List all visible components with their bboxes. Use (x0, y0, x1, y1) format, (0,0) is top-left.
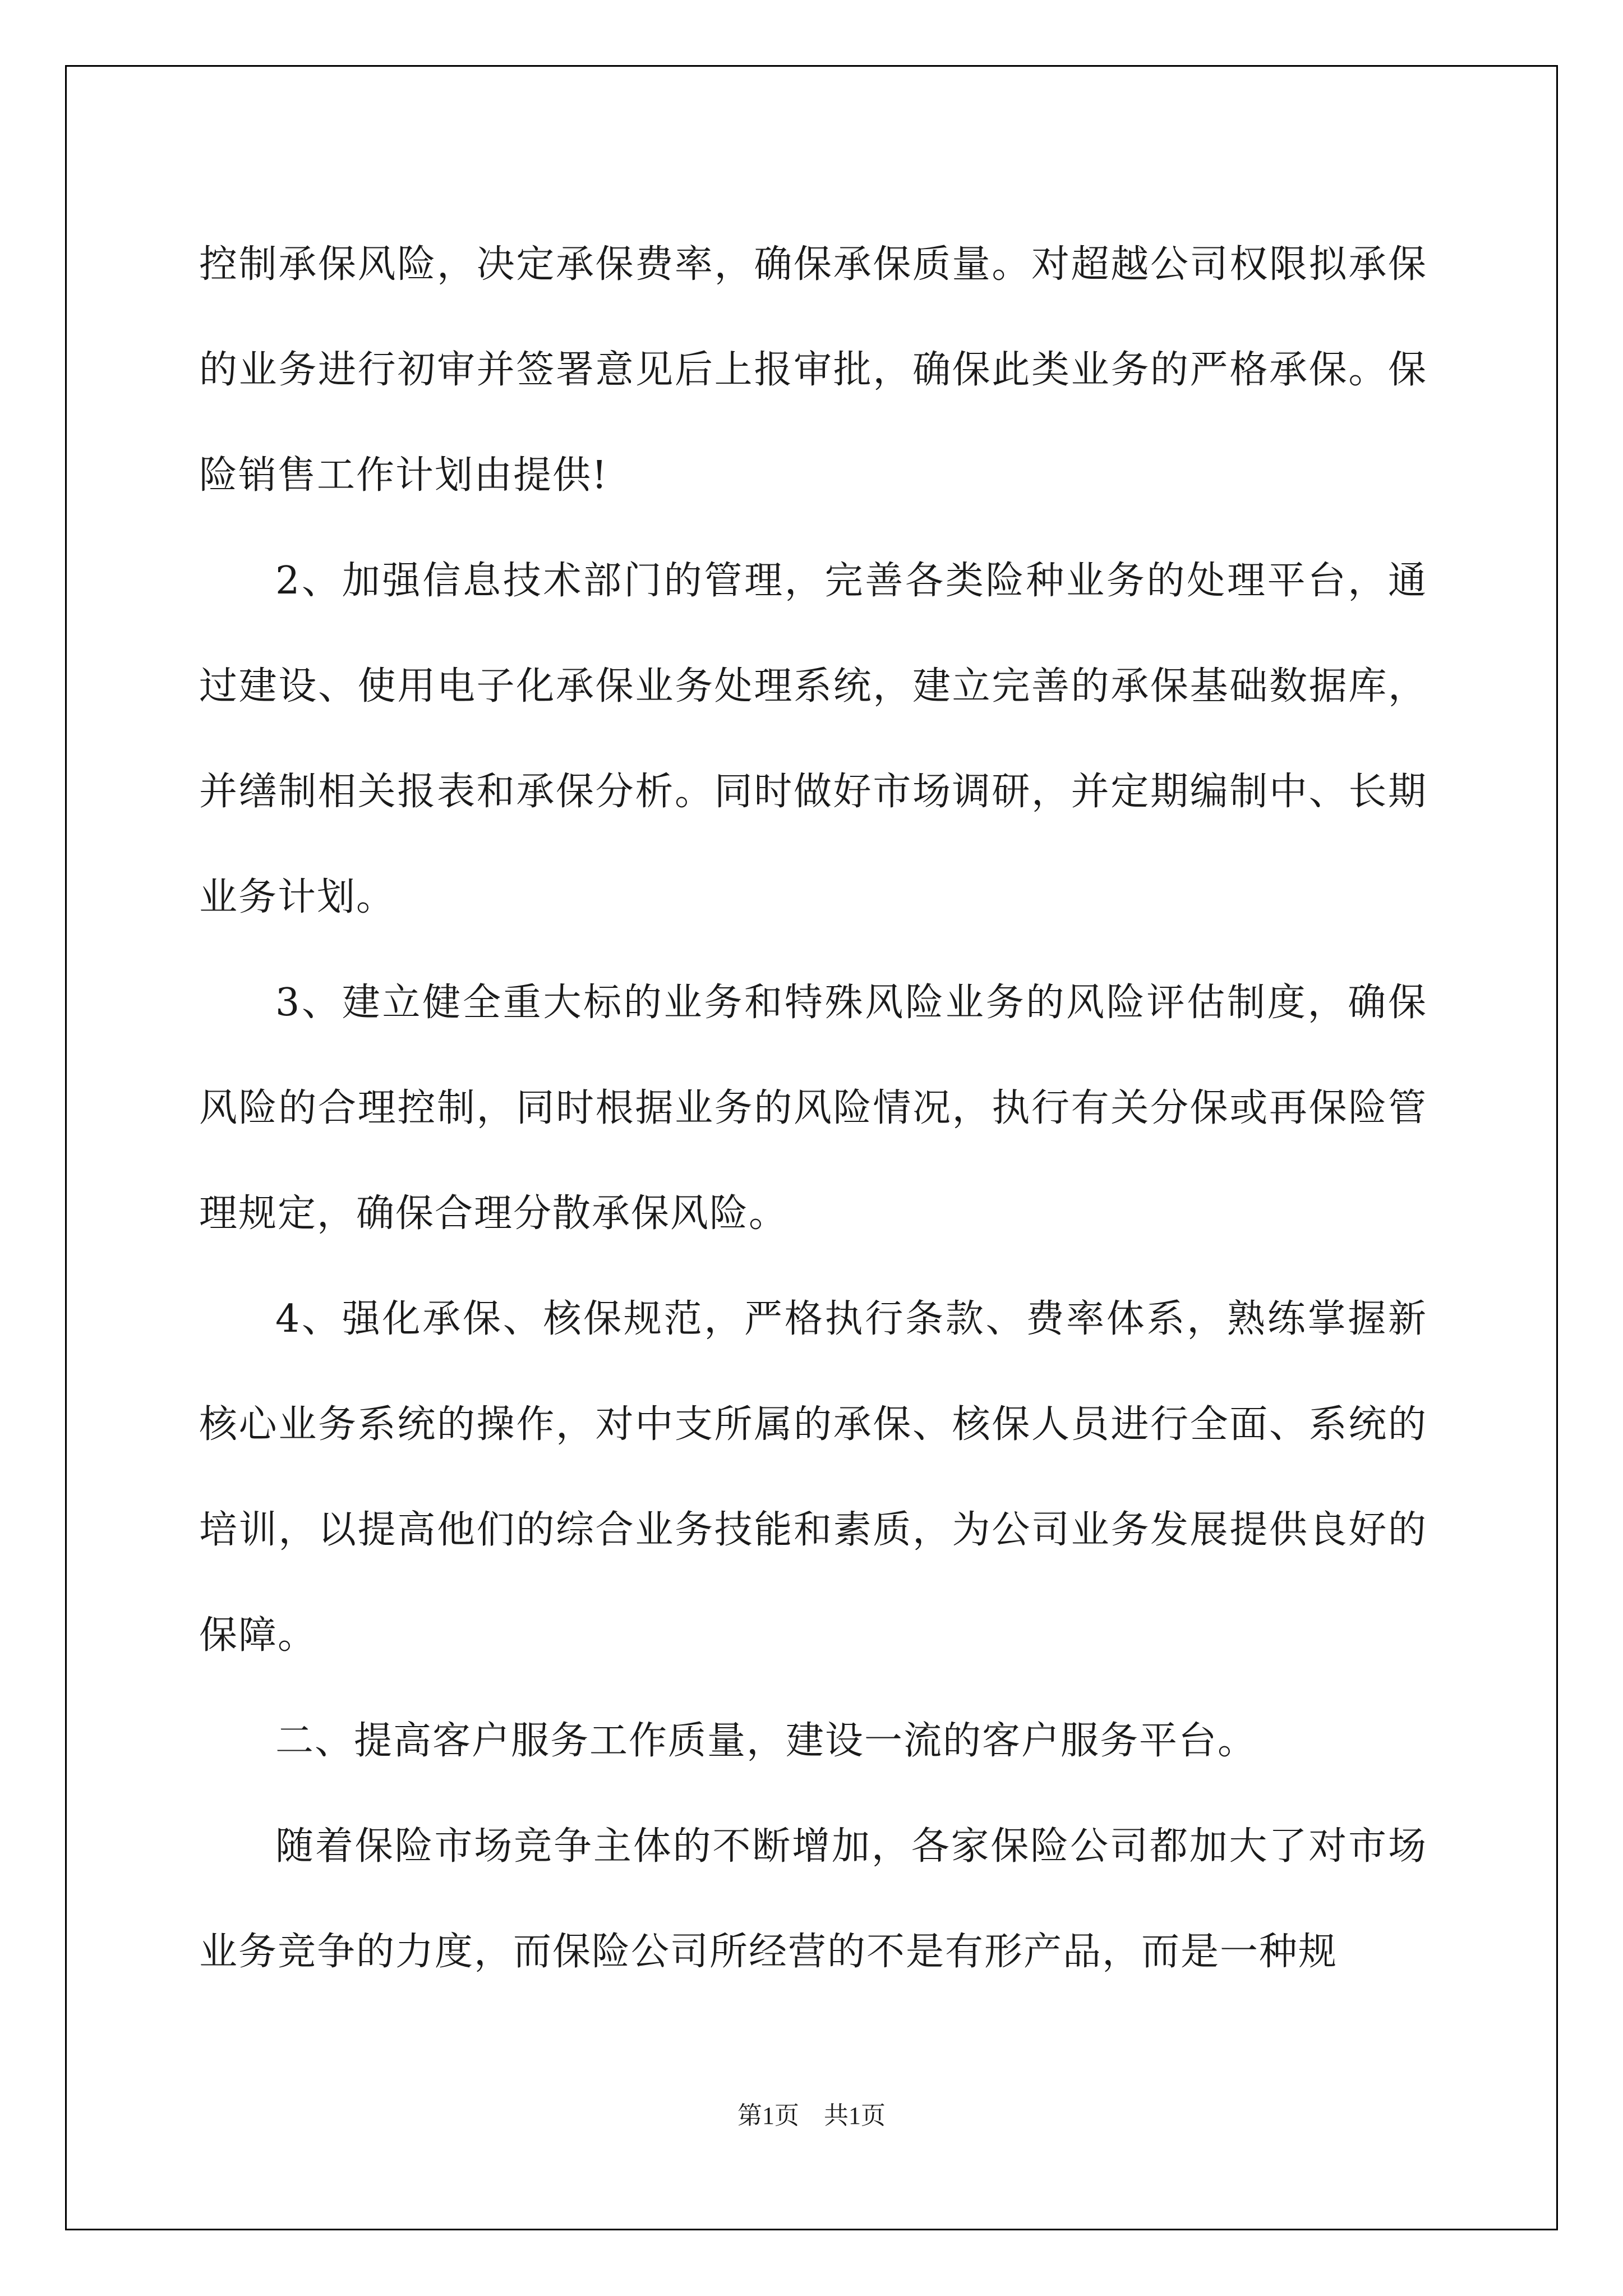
paragraph-item-3: 3、建立健全重大标的业务和特殊风险业务的风险评估制度，确保风险的合理控制，同时根据业务的风险情况，执行有关分保或再保险管理规定，确保合理分散承保风险。 (199, 981, 1427, 1236)
section-heading-customer-service: 二、提高客户服务工作质量，建设一流的客户服务平台。 (275, 1719, 1257, 1763)
paragraph-market-competition: 随着保险市场竞争主体的不断增加，各家保险公司都加大了对市场业务竞争的力度，而保险公司所经营的不是有形产品，而是一种规 (199, 1824, 1427, 1974)
paragraph-item-2: 2、加强信息技术部门的管理，完善各类险种业务的处理平台，通过建设、使用电子化承保业务处理系统，建立完善的承保基础数据库，并缮制相关报表和承保分析。同时做好市场调研，并定期编制中、长期业务计划。 (199, 559, 1427, 919)
document-body (199, 212, 1427, 2005)
page-number-footer: 第1页 共1页 (737, 2102, 886, 2129)
paragraph-item-4: 4、强化承保、核保规范，严格执行条款、费率体系，熟练掌握新核心业务系统的操作，对中支所属的承保、核保人员进行全面、系统的培训，以提高他们的综合业务技能和素质，为公司业务发展提供良好的保障。 (199, 1297, 1427, 1658)
paragraph-underwriting-risk: 控制承保风险，决定承保费率，确保承保质量。对超越公司权限拟承保的业务进行初审并签署意见后上报审批，确保此类业务的严格承保。保险销售工作计划由提供! (199, 242, 1427, 498)
